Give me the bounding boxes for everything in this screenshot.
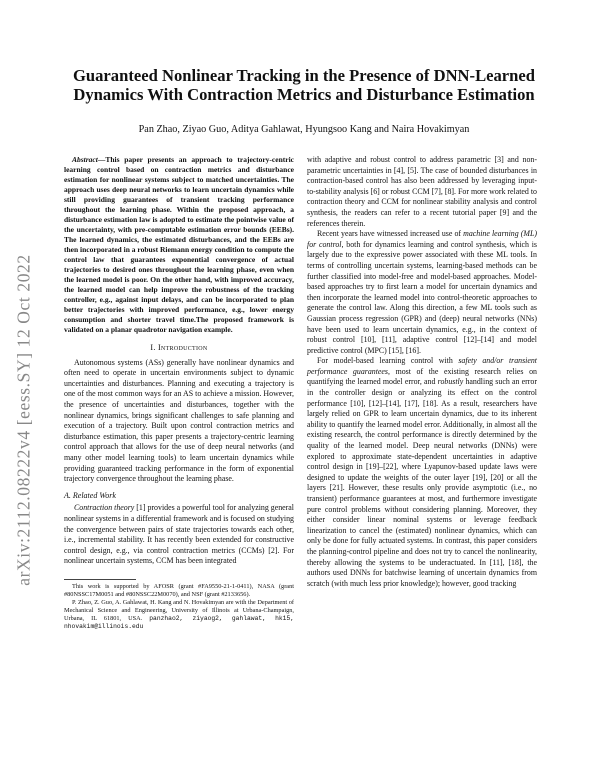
abstract-label: Abstract	[72, 155, 98, 164]
paper-authors: Pan Zhao, Ziyao Guo, Aditya Gahlawat, Hyungsoo Kang and Naira Hovakimyan	[138, 124, 470, 135]
rp3-b: , most of the existing research relies on quantifying the learned model error, and	[307, 366, 537, 387]
rp2-b: , both for dynamics learning and control synthesis, which is largely due to the expressive power associated with these ML tools. In terms of controlling uncertain systems, learning-based methods can be further classified into model-free and model-based approaches. Model-based approaches try to first learn a model for uncertain dynamics and then incorporate the learned model into control-theoretic approaches to generate the control law. Along this direction, a few ML tools such as Gaussian process regression (GPR) and (deep) neural networks (NNs) have been used to learn uncertain dynamics, e.g., in the context of robust control [10], [11], adaptive control [12]–[14] and model predictive control (MPC) [15], [16].	[307, 239, 538, 355]
right-paragraph-3	[307, 356, 537, 589]
abstract-text: This paper presents an approach to trajectory-centric learning control based on contraction metrics and disturbance estimation for nonlinear systems subject to matched uncertainties. The approach uses deep neural networks to learn uncertain dynamics while still providing guarantees of transient tracking performance throughout the learning phase. Within the proposed approach, a disturbance estimation law is adopted to estimate the pointwise value of the uncertainty, with pre-computable estimation error bounds (EEBs). The learned dynamics, the estimated disturbances, and the EEBs are then incorporated in a robust Riemann energy condition to compute the control law that guarantees exponential convergence of actual trajectories to desired ones throughout the learning phase, even when the learned model is poor. On the other hand, with improved accuracy, the learned model can help improve the robustness of the tracking controller, e.g., against input delays, and can be incorporated to plan better trajectories with improved performance, e.g., lower energy consumption and shorter travel time.The proposed framework is validated on a planar quadrotor navigation example.	[64, 155, 294, 334]
footnote-affiliation	[64, 599, 294, 631]
left-column	[64, 155, 294, 631]
related-work-paragraph	[64, 503, 294, 567]
intro-paragraph: Autonomous systems (ASs) generally have nonlinear dynamics and often need to operate in uncertain environments subject to dynamic uncertainties and disturbances. Planning and executing a trajectory is one of the most common ways for an AS to achieve a mission. However, the presence of uncertainties and disturbances, together with the nonlinear dynamics, brings significant challenges to safe planning and execution of a trajectory. Built upon control contraction metrics and disturbance estimation, this paper presents a trajectory-centric learning control approach that allows for the use of deep neural networks (and many other model learning tools) to learn uncertain dynamics while providing guaranteed tracking performance in the form of exponential trajectory convergence throughout the learning phase.	[64, 357, 294, 484]
arxiv-id-text: arXiv:2112.08222v4 [eess.SY] 12 Oct 2022	[13, 254, 34, 586]
right-column	[307, 155, 537, 589]
rp3-em: safety and/or transient performance guarantees	[307, 356, 538, 376]
arxiv-identifier	[14, 210, 34, 630]
related-lead: Contraction theory	[74, 503, 135, 513]
rp3-a: For model-based learning control with	[317, 356, 459, 366]
rp2-em: machine learning (ML) for control	[307, 229, 537, 249]
right-paragraph-2	[307, 229, 537, 356]
rp3-c: handling such an error in the controller design or analyzing its effect on the control performance [10], [12]–[14], [17], [18]. As a result, researchers have largely relied on GPR to learn uncertain dynamics, due to its inherent ability to quantify the learned model error. Additionally, in almost all the existing research, the control performance is directly determined by the quality of the learned model. Deep neural networks (DNNs) were explored to approximate state-dependent uncertainties in adaptive control design in [19]–[22], where Lyapunov-based update laws were designed to update the weights of the outer layer [19], [20] or all the layers [21]. However, these results only provide asymptotic (i.e., no transient) performance guarantees at most, and furthermore investigate pure control problems without considering planning. Moreover, they either consider linear nominal systems or leverage feedback linearization to cancel the (estimated) nonlinear dynamics, which can only be done for fully actuated systems. In contrast, this paper considers the planning-control pipeline and does not try to cancel the nonlinearity, thereby allowing the systems to be underactuated. In [11], [18], the authors used DNNs for batchwise learning of uncertain dynamics from scratch (with much less prior knowledge); however, good tracking	[307, 377, 537, 588]
rp2-a: Recent years have witnessed increased use of	[317, 229, 464, 239]
footnote-emails: panzhao2, ziyaog2, gahlawat, hk15, nhovakim@illinois.edu	[64, 614, 295, 630]
related-text: [1] provides a powerful tool for analyzing general nonlinear systems in a differential framework and is focused on studying the convergence between pairs of state trajectories towards each other, i.e., incremental stability. It has recently been extended for constructive control design, e.g., via control contraction metrics (CCMs) [2]. For nonlinear uncertain systems, CCM has been integrated	[64, 503, 294, 566]
paper-title: Guaranteed Nonlinear Tracking in the Presence of DNN-Learned Dynamics With Contraction Metrics and Disturbance Estimation	[73, 66, 535, 104]
footnote-divider	[64, 579, 136, 580]
abstract: Abstract—This paper presents an approach to trajectory-centric learning control based on contraction metrics and disturbance estimation for nonlinear systems subject to matched uncertainties. The approach uses deep neural networks to learn uncertain dynamics while still providing guarantees of transient tracking performance throughout the learning phase. Within the proposed approach, a disturbance estimation law is adopted to estimate the pointwise value of the uncertainty, with pre-computable estimation error bounds (EEBs). The learned dynamics, the estimated disturbances, and the EEBs are then incorporated in a robust Riemann energy condition to compute the control law that guarantees exponential convergence of actual trajectories to desired ones throughout the learning phase, even when the learned model is poor. On the other hand, with improved accuracy, the learned model can help improve the robustness of the tracking controller, e.g., against input delays, and can be incorporated to plan better trajectories with improved performance, e.g., lower energy consumption and shorter travel time.The proposed framework is validated on a planar quadrotor navigation example.	[64, 155, 294, 334]
section-heading-introduction: I. Introduction	[150, 343, 208, 352]
footnote-affiliation-text: P. Zhao, Z. Guo, A. Gahlawat, H. Kang and N. Hovakimyan are with the Department of Mechanical Science and Engineering, University of Illinois at Urbana-Champaign, Urbana, IL 61801, USA.	[64, 598, 294, 622]
subsection-heading-related-work: A. Related Work	[64, 490, 116, 500]
right-paragraph-1: with adaptive and robust control to address parametric [3] and non-parametric uncertainties in [4], [5]. The case of bounded disturbances in contraction-based control has also been addressed by leveraging input-to-stability analysis [6] or robust CCM [7], [8]. For more work related to contraction theory and CCM for nonlinear stability analysis and control synthesis, the readers can refer to a recent tutorial paper [9] and the references therein.	[307, 155, 537, 228]
rp3-em2: robustly	[437, 377, 464, 387]
footnote-funding: This work is supported by AFOSR (grant #FA9550-21-1-0411), NASA (grant #80NSSC17M0051 and #80NSSC22M0070), and NSF (grant #2133656).	[64, 582, 294, 598]
